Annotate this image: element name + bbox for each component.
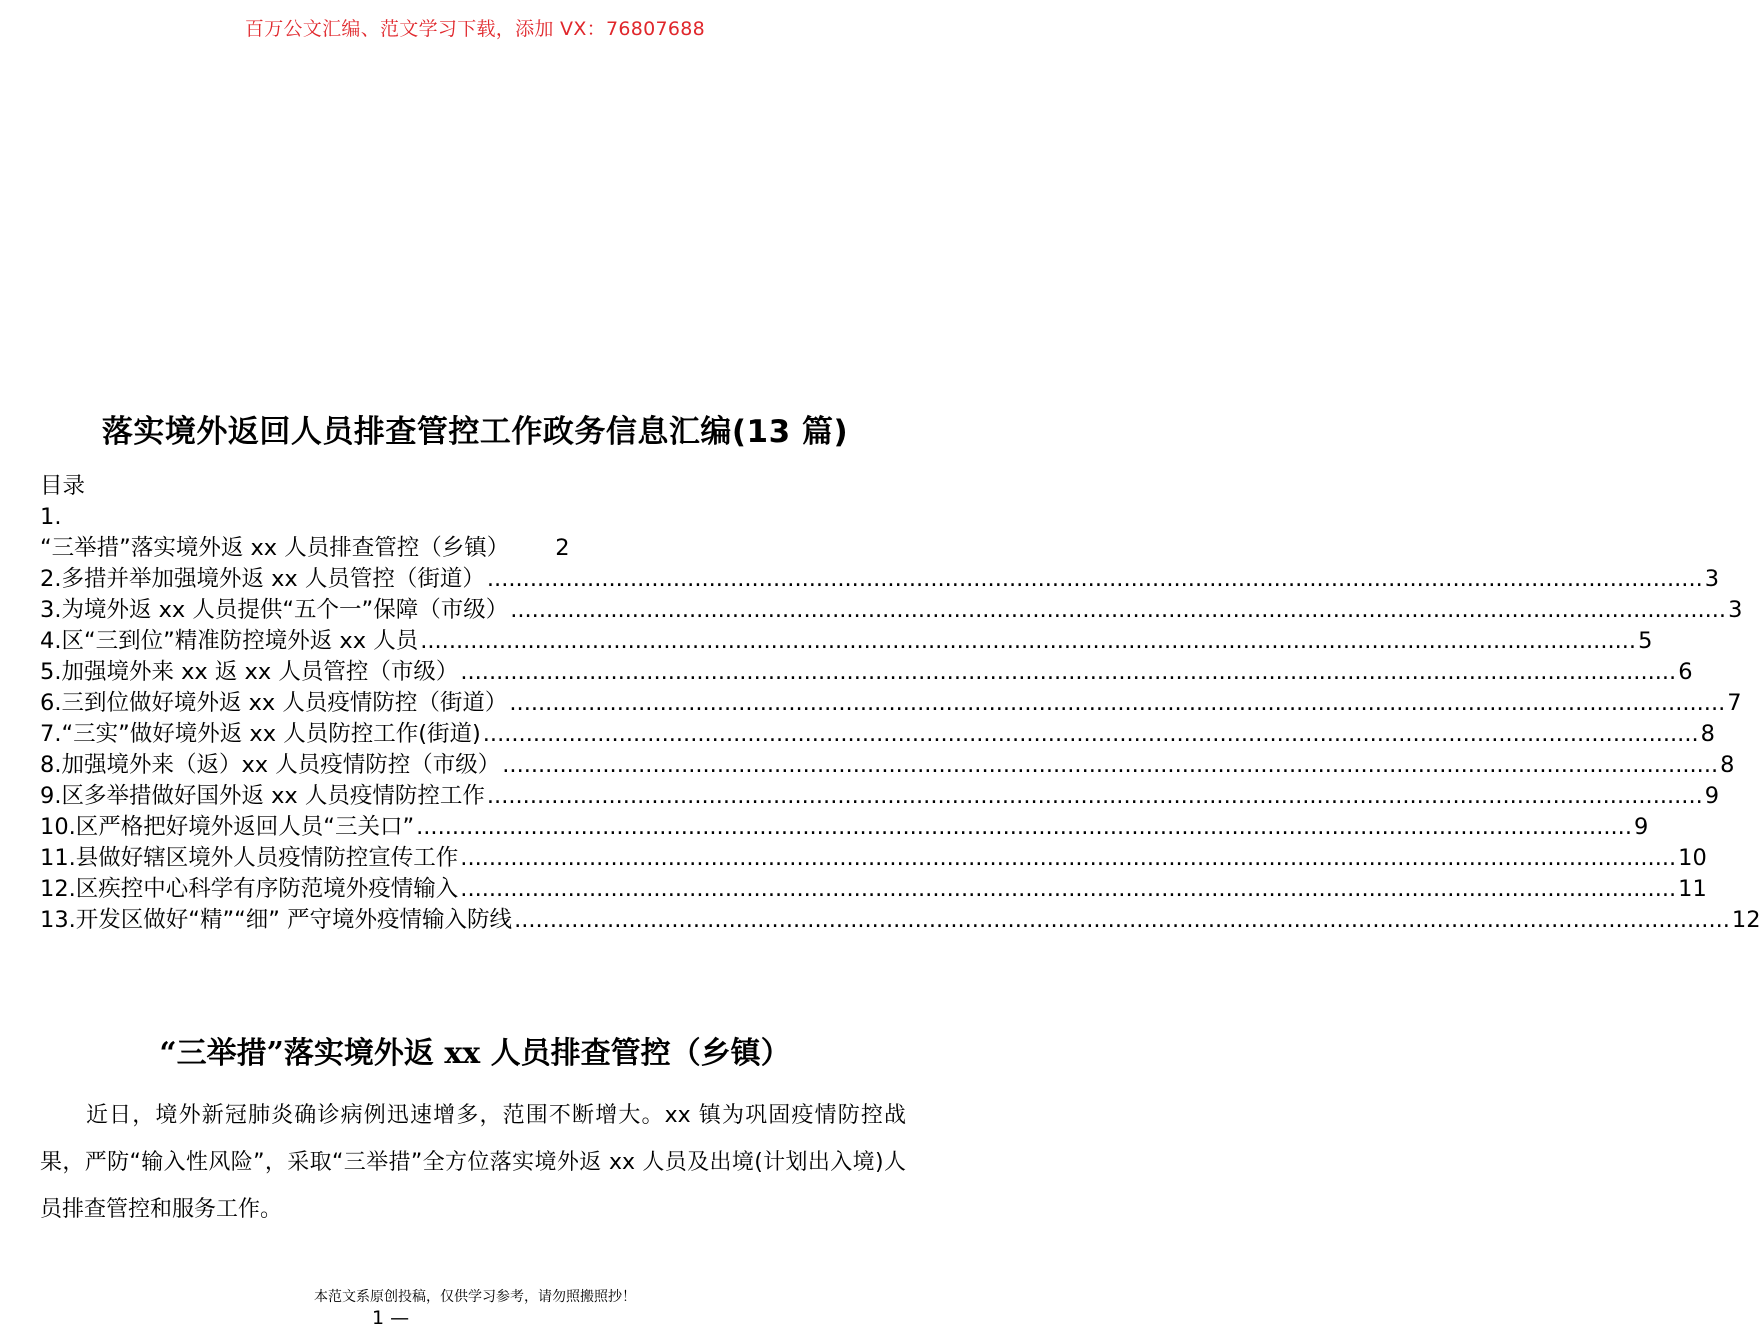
toc-entry-list (40, 564, 1761, 936)
toc-entry-page: 12 (1731, 907, 1761, 933)
toc-entry-8[interactable] (40, 750, 1735, 781)
toc-entry-3[interactable] (40, 595, 1743, 626)
toc-dot-leader: .......................................................................................................................................................................... (460, 845, 1677, 871)
toc-entry-page: 10 (1678, 845, 1707, 871)
toc-entry-page: 8 (1700, 721, 1715, 747)
toc-entry-page: 6 (1678, 659, 1693, 685)
body-paragraph: 近日，境外新冠肺炎确诊病例迅速增多，范围不断增大。xx 镇为巩固疫情防控战果，严防“输入性风险”，采取“三举措”全方位落实境外返 xx 人员及出境(计划出入境)人员排查管控和服务工作。 (40, 1103, 906, 1222)
toc-entry-page: 7 (1727, 690, 1742, 716)
toc-entry-label: 9.区多举措做好国外返 xx 人员疫情防控工作 (40, 783, 485, 809)
toc-entry-label: 2.多措并举加强境外返 xx 人员管控（街道） (40, 566, 485, 592)
toc-entry-label: 13.开发区做好“精”“细” 严守境外疫情输入防线 (40, 907, 513, 933)
toc-entry-1-number[interactable]: 1. (40, 504, 62, 530)
toc-entry-1[interactable] (40, 533, 906, 564)
toc-dot-leader: .......................................................................................................................................................................... (460, 659, 1677, 685)
toc-dot-leader: .......................................................................................................................................................................... (486, 566, 1703, 592)
toc-dot-leader: .......................................................................................................................................................................... (509, 690, 1726, 716)
toc-entry-6[interactable] (40, 688, 1742, 719)
toc-entry-label: 5.加强境外来 xx 返 xx 人员管控（市级） (40, 659, 459, 685)
toc-entry-label: 12.区疾控中心科学有序防范境外疫情输入 (40, 876, 459, 902)
table-of-contents (40, 471, 1761, 936)
toc-entry-label: “三举措”落实境外返 xx 人员排查管控（乡镇） (40, 535, 510, 561)
toc-entry-page: 11 (1678, 876, 1707, 902)
toc-entry-page: 3 (1704, 566, 1720, 592)
toc-entry-10[interactable] (40, 812, 1649, 843)
toc-dot-leader: .......................................................................................................................................................................... (420, 628, 1637, 654)
page-number: 1 — (372, 1307, 410, 1329)
toc-entry-7[interactable] (40, 719, 1715, 750)
toc-dot-leader: .......................................................................................................................................................................... (514, 907, 1730, 933)
toc-dot-leader: .......................................................................................................................................................................... (486, 783, 1703, 809)
toc-entry-page: 9 (1633, 814, 1649, 840)
toc-entry-label: 4.区“三到位”精准防控境外返 xx 人员 (40, 628, 419, 654)
toc-dot-leader: .......................................................................................................................................................................... (416, 814, 1632, 840)
toc-entry-label: 7.“三实”做好境外返 xx 人员防控工作(街道) (40, 721, 481, 747)
toc-entry-4[interactable] (40, 626, 1653, 657)
toc-entry-page: 5 (1638, 628, 1653, 654)
toc-dot-leader: .......................................................................................................................................................................... (482, 721, 1699, 747)
toc-entry-13[interactable] (40, 905, 1761, 936)
toc-entry-5[interactable] (40, 657, 1693, 688)
header-banner: 百万公文汇编、范文学习下载，添加 VX：76807688 (244, 18, 706, 40)
section-title: “三举措”落实境外返 xx 人员排查管控（乡镇） (159, 1036, 791, 1071)
toc-entry-page: 3 (1728, 597, 1743, 623)
toc-entry-9[interactable] (40, 781, 1720, 812)
toc-entry-11[interactable] (40, 843, 1707, 874)
toc-entry-page: 2 (555, 535, 570, 561)
toc-dot-leader: .......................................................................................................................................................................... (502, 752, 1719, 778)
toc-dot-leader: .......................................................................................................................................................................... (460, 876, 1677, 902)
toc-dot-leader: .......................................................................................................................................................................... (510, 597, 1727, 623)
toc-entry-label: 8.加强境外来（返）xx 人员疫情防控（市级） (40, 752, 501, 778)
document-title: 落实境外返回人员排查管控工作政务信息汇编(13 篇) (101, 414, 849, 450)
toc-entry-label: 3.为境外返 xx 人员提供“五个一”保障（市级） (40, 597, 509, 623)
toc-entry-label: 6.三到位做好境外返 xx 人员疫情防控（街道） (40, 690, 508, 716)
toc-entry-label: 11.县做好辖区境外人员疫情防控宣传工作 (40, 845, 459, 871)
toc-entry-page: 8 (1720, 752, 1735, 778)
toc-entry-2[interactable] (40, 564, 1720, 595)
toc-entry-page: 9 (1704, 783, 1720, 809)
footer-note: 本范文系原创投稿，仅供学习参考，请勿照搬照抄！ (314, 1289, 636, 1305)
toc-heading: 目录 (40, 473, 86, 499)
toc-entry-12[interactable] (40, 874, 1707, 905)
toc-entry-label: 10.区严格把好境外返回人员“三关口” (40, 814, 415, 840)
